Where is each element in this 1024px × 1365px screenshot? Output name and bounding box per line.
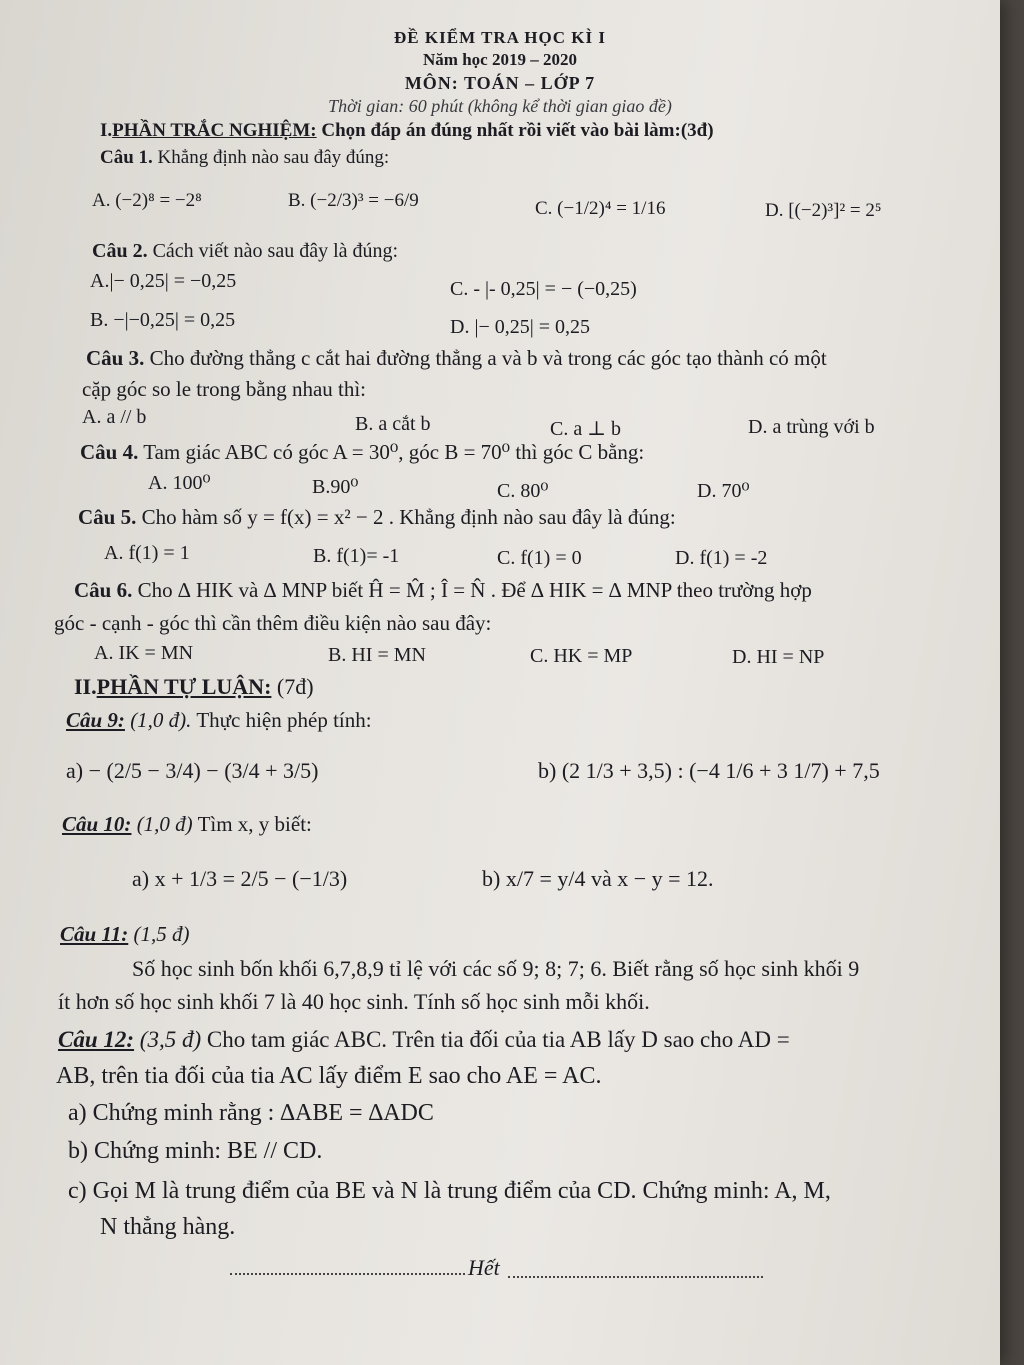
q12-part-c-line2: N thẳng hàng. [100, 1214, 236, 1240]
q4-option-a: A. 100⁰ [148, 472, 211, 494]
end-dots-right [508, 1276, 763, 1278]
q12-part-c: c) Gọi M là trung điểm của BE và N là trung điểm của CD. Chứng minh: A, M, [68, 1178, 831, 1204]
q1-option-c: C. (−1/2)⁴ = 1/16 [535, 198, 666, 219]
q5-option-c: C. f(1) = 0 [497, 547, 582, 569]
q10-part-b: b) x/7 = y/4 và x − y = 12. [482, 866, 714, 891]
q5-option-a: A. f(1) = 1 [104, 542, 190, 564]
school-year: Năm học 2019 – 2020 [423, 50, 577, 69]
q6-text-line2: góc - cạnh - góc thì cần thêm điều kiện nào sau đây: [54, 611, 492, 635]
exam-title: ĐỀ KIỂM TRA HỌC KÌ I [394, 28, 606, 47]
question-5: Câu 5. Cho hàm số y = f(x) = x² − 2 . Khẳng định nào sau đây là đúng: [78, 505, 676, 529]
question-12: Câu 12: (3,5 đ) Cho tam giác ABC. Trên tia đối của tia AB lấy D sao cho AD = [58, 1027, 790, 1052]
q6-option-b: B. HI = MN [328, 644, 426, 666]
time-limit: Thời gian: 60 phút (không kể thời gian giao đề) [328, 96, 672, 116]
q2-option-b: B. −|−0,25| = 0,25 [90, 309, 236, 331]
question-9: Câu 9: (1,0 đ). Thực hiện phép tính: [66, 708, 372, 732]
q5-option-d: D. f(1) = -2 [675, 547, 768, 569]
q3-option-b: B. a cắt b [355, 413, 431, 435]
q11-text-line1: Số học sinh bốn khối 6,7,8,9 tỉ lệ với các số 9; 8; 7; 6. Biết rằng số học sinh khối 9 [132, 956, 860, 981]
question-4: Câu 4. Tam giác ABC có góc A = 30⁰, góc B = 70⁰ thì góc C bằng: [80, 440, 645, 464]
q1-option-a: A. (−2)⁸ = −2⁸ [92, 190, 202, 211]
question-2: Câu 2. Cách viết nào sau đây là đúng: [92, 240, 399, 262]
q6-option-a: A. IK = MN [94, 642, 194, 664]
q2-option-d: D. |− 0,25| = 0,25 [450, 316, 591, 338]
q6-option-d: D. HI = NP [732, 646, 825, 668]
question-1: Câu 1. Khẳng định nào sau đây đúng: [100, 147, 390, 168]
q12-part-b: b) Chứng minh: BE // CD. [68, 1138, 323, 1164]
q2-option-a: A.|− 0,25| = −0,25 [90, 270, 237, 292]
end-dots-left [230, 1273, 465, 1275]
q5-option-b: B. f(1)= -1 [313, 545, 400, 567]
q10-part-a: a) x + 1/3 = 2/5 − (−1/3) [132, 866, 348, 891]
q3-option-d: D. a trùng với b [748, 416, 875, 438]
part2-heading: II.PHẦN TỰ LUẬN: (7đ) [74, 674, 314, 699]
q3-option-c: C. a ⊥ b [550, 418, 622, 440]
part1-heading: I.PHẦN TRẮC NGHIỆM: Chọn đáp án đúng nhất rồi viết vào bài làm:(3đ) [100, 120, 714, 141]
subject: MÔN: TOÁN – LỚP 7 [404, 73, 596, 93]
q2-option-c: C. - |- 0,25| = − (−0,25) [450, 278, 637, 300]
question-10: Câu 10: (1,0 đ) Tìm x, y biết: [62, 812, 312, 836]
q4-option-d: D. 70⁰ [697, 480, 750, 502]
q1-option-b: B. (−2/3)³ = −6/9 [288, 190, 419, 211]
q4-option-b: B.90⁰ [312, 476, 359, 498]
q1-option-d: D. [(−2)³]² = 2⁵ [765, 200, 882, 221]
question-3: Câu 3. Cho đường thẳng c cắt hai đường thẳng a và b và trong các góc tạo thành có một [86, 346, 827, 370]
end-mark: Hết [468, 1255, 500, 1280]
q12-text-line2: AB, trên tia đối của tia AC lấy điểm E sao cho AE = AC. [56, 1063, 602, 1089]
q9-part-a: a) − (2/5 − 3/4) − (3/4 + 3/5) [66, 758, 319, 783]
question-6: Câu 6. Cho ∆ HIK và ∆ MNP biết Ĥ = M̂ ; Î = N̂ . Để ∆ HIK = ∆ MNP theo trường hợp [74, 578, 812, 602]
q9-part-b: b) (2 1/3 + 3,5) : (−4 1/6 + 3 1/7) + 7,5 [538, 758, 880, 783]
q12-part-a: a) Chứng minh rằng : ∆ABE = ∆ADC [68, 1100, 434, 1126]
q3-option-a: A. a // b [82, 406, 147, 428]
q6-option-c: C. HK = MP [530, 645, 633, 667]
q3-text-line2: cặp góc so le trong bằng nhau thì: [82, 377, 367, 401]
q4-option-c: C. 80⁰ [497, 480, 549, 502]
q11-text-line2: ít hơn số học sinh khối 7 là 40 học sinh. Tính số học sinh mỗi khối. [58, 989, 650, 1014]
question-11: Câu 11: (1,5 đ) [60, 922, 190, 946]
